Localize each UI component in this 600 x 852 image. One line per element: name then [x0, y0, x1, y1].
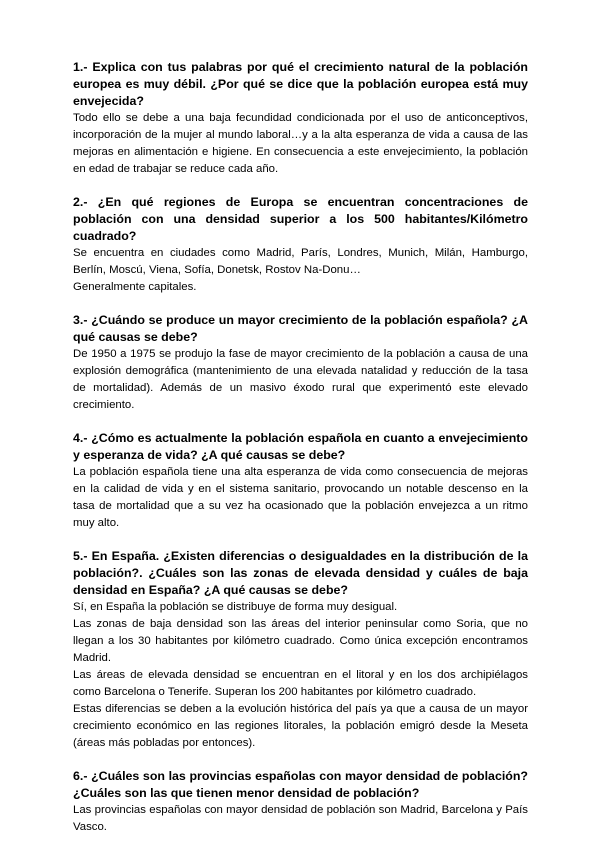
answer-paragraph: Sí, en España la población se distribuye de forma muy desigual. [73, 601, 398, 613]
document-page [73, 59, 528, 852]
question-heading: 6.- ¿Cuáles son las provincias españolas con mayor densidad de población? ¿Cuáles son las que tienen menor densidad de población? [73, 769, 528, 800]
question-heading: 2.- ¿En qué regiones de Europa se encuentran concentraciones de población con una densidad superior a los 500 habitantes/Kilómetro cuadrado? [73, 195, 528, 243]
answer-text [73, 245, 528, 296]
answer-paragraph: Se encuentra en ciudades como Madrid, París, Londres, Munich, Milán, Hamburgo, Berlín, Moscú, Viena, Sofía, Donetsk, Rostov Na-Donu… [73, 247, 528, 276]
answer-paragraph: Generalmente capitales. [73, 281, 197, 293]
answer-text [73, 110, 528, 178]
answer-paragraph: La población española tiene una alta esperanza de vida como consecuencia de mejoras en la calidad de vida y en el sistema sanitario, provocando un notable descenso en la tasa de mortalidad que a su vez ha ocasionado que la población envejezca a un ritmo muy alto. [73, 466, 528, 529]
question-block-2 [73, 194, 528, 296]
question-block-4 [73, 430, 528, 532]
answer-text [73, 599, 528, 752]
question-heading: 4.- ¿Cómo es actualmente la población española en cuanto a envejecimiento y esperanza de vida? ¿A qué causas se debe? [73, 431, 528, 462]
answer-paragraph: Las provincias españolas con mayor densidad de población son Madrid, Barcelona y País Vasco. [73, 804, 528, 833]
question-heading: 3.- ¿Cuándo se produce un mayor crecimiento de la población española? ¿A qué causas se debe? [73, 313, 528, 344]
answer-paragraph: Las áreas de elevada densidad se encuentran en el litoral y en los dos archipiélagos como Barcelona o Tenerife. Superan los 200 habitantes por kilómetro cuadrado. [73, 669, 528, 698]
answer-text [73, 802, 528, 836]
question-block-6 [73, 768, 528, 836]
question-heading: 1.- Explica con tus palabras por qué el crecimiento natural de la población europea es muy débil. ¿Por qué se dice que la población europea está muy envejecida? [73, 60, 528, 108]
answer-paragraph: De 1950 a 1975 se produjo la fase de mayor crecimiento de la población a causa de una explosión demográfica (mantenimiento de una elevada natalidad y reducción de la tasa de mortalidad). Además de un masivo éxodo rural que experimentó este elevado crecimiento. [73, 348, 528, 411]
question-block-3 [73, 312, 528, 414]
question-heading: 5.- En España. ¿Existen diferencias o desigualdades en la distribución de la población?. ¿Cuáles son las zonas de elevada densidad y cuáles de baja densidad en España? ¿A qué causas se debe? [73, 549, 528, 597]
answer-text [73, 464, 528, 532]
answer-paragraph: Todo ello se debe a una baja fecundidad condicionada por el uso de anticonceptivos, incorporación de la mujer al mundo laboral…y a la alta esperanza de vida a causa de las mejoras en alimentación e higiene. En consecuencia a este envejecimiento, la población en edad de trabajar se reduce cada año. [73, 112, 528, 175]
answer-text [73, 346, 528, 414]
question-block-5 [73, 548, 528, 752]
question-block-1 [73, 59, 528, 178]
answer-paragraph: Las zonas de baja densidad son las áreas del interior peninsular como Soria, que no llegan a los 30 habitantes por kilómetro cuadrado. Como única excepción encontramos Madrid. [73, 618, 528, 664]
answer-paragraph: Estas diferencias se deben a la evolución histórica del país ya que a causa de un mayor crecimiento económico en las regiones litorales, la población emigró desde la Meseta (áreas más pobladas por entonces). [73, 703, 528, 749]
